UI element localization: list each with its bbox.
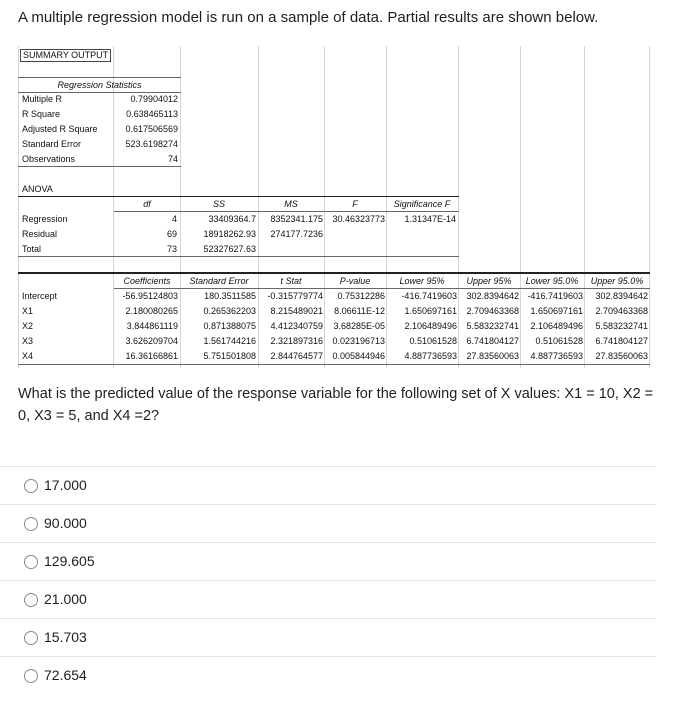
summary-title: SUMMARY OUTPUT [20,49,111,62]
anova-cell: 30.46323773 [332,214,385,224]
coef-row-label: X2 [22,321,34,331]
regstat-value: 74 [167,154,178,164]
answer-option[interactable] [0,656,656,694]
coef-cell: 1.561744216 [203,336,256,346]
question-intro: A multiple regression model is run on a sample of data. Partial results are shown below. [18,9,599,26]
coef-cell: 5.583232741 [466,321,519,331]
anova-cell: 4 [171,214,177,224]
anova-cell: 73 [166,244,177,254]
coef-cell: 4.887736593 [404,351,457,361]
radio-button[interactable] [24,517,38,531]
anova-row-label: Residual [22,229,58,239]
regstat-label: Adjusted R Square [22,124,98,134]
coef-cell: 8.215489021 [270,306,323,316]
radio-button[interactable] [24,631,38,645]
coef-cell: -416.7419603 [401,291,457,301]
coef-row-label: X3 [22,336,34,346]
anova-header-sigf: Significance F [393,199,451,209]
regstat-label: Observations [22,154,76,164]
anova-row-label: Total [22,244,42,254]
question-text: What is the predicted value of the response variable for the following set of X values: X1 = 10, X2 = 0, X3 = 5, and X4 =2? [18,386,654,424]
coef-cell: 0.51061528 [409,336,457,346]
coef-cell: 4.412340759 [270,321,323,331]
coef-cell: 180.3511585 [204,291,256,301]
answer-label: 72.654 [44,667,87,683]
answer-option[interactable] [0,466,656,504]
coef-row-label: Intercept [22,291,58,301]
coef-cell: 2.180080265 [125,306,178,316]
coef-cell: -56.95124803 [122,291,178,301]
coef-cell: 1.650697161 [530,306,583,316]
coef-cell: 2.709463368 [466,306,519,316]
coef-cell: 302.8394642 [466,291,519,301]
answer-label: 21.000 [44,591,87,607]
anova-header-df: df [143,199,151,209]
coef-cell: 5.583232741 [595,321,648,331]
anova-header-ss: SS [212,199,225,209]
anova-cell: 69 [166,229,177,239]
coef-cell: 1.650697161 [404,306,457,316]
coef-cell: 302.8394642 [595,291,648,301]
answer-label: 15.703 [44,629,87,645]
radio-button[interactable] [24,555,38,569]
coef-cell: 0.265362203 [203,306,256,316]
regstat-value: 0.638465113 [126,109,178,119]
anova-cell: 18918262.93 [203,229,256,239]
coef-cell: 2.709463368 [595,306,648,316]
coef-cell: 2.321897316 [270,336,323,346]
anova-cell: 274177.7236 [270,229,323,239]
anova-cell: 33409364.7 [208,214,256,224]
radio-button[interactable] [24,479,38,493]
anova-cell: 52327627.63 [203,244,256,254]
coef-row-label: X4 [22,351,34,361]
regstat-value: 0.617506569 [125,124,178,134]
coef-header: Upper 95% [466,276,512,286]
coef-cell: 0.871388075 [203,321,256,331]
coef-cell: 5.751501808 [203,351,256,361]
coef-header: Lower 95.0% [525,276,579,286]
coef-cell: 0.75312286 [337,291,385,301]
regstat-label: Multiple R [22,94,63,104]
radio-button[interactable] [24,669,38,683]
answer-label: 17.000 [44,477,87,493]
coef-cell: 27.83560063 [595,351,648,361]
coef-cell: 0.023196713 [332,336,385,346]
coef-header: Lower 95% [399,276,445,286]
excel-output-image [18,46,650,368]
answer-option[interactable] [0,542,656,580]
coef-cell: 6.741804127 [466,336,519,346]
regression-statistics-header: Regression Statistics [57,80,142,90]
coef-header: t Stat [280,276,302,286]
coef-cell: 16.36166861 [125,351,178,361]
coef-cell: 6.741804127 [595,336,648,346]
anova-header-ms: MS [284,199,298,209]
coef-cell: 4.887736593 [530,351,583,361]
coef-header: P-value [339,276,371,286]
regstat-label: R Square [22,109,61,119]
coef-cell: 3.68285E-05 [333,321,385,331]
coef-cell: 0.005844946 [332,351,385,361]
coef-header: Standard Error [189,276,249,286]
answer-label: 90.000 [44,515,87,531]
coef-header: Upper 95.0% [590,276,644,286]
coef-cell: 0.51061528 [535,336,583,346]
regstat-value: 523.6198274 [125,139,178,149]
anova-row-label: Regression [22,214,68,224]
coef-cell: -0.315779774 [267,291,323,301]
regstat-label: Standard Error [22,139,82,149]
answer-option[interactable] [0,580,656,618]
coef-header: Coefficients [123,276,171,286]
coef-cell: 3.844861119 [126,321,178,331]
anova-cell: 1.31347E-14 [404,214,456,224]
anova-title: ANOVA [22,184,53,194]
answer-label: 129.605 [44,553,95,569]
coef-cell: -416.7419603 [527,291,583,301]
coef-row-label: X1 [22,306,34,316]
anova-header-f: F [352,199,358,209]
coef-cell: 2.844764577 [270,351,323,361]
coef-cell: 3.626209704 [125,336,178,346]
coef-cell: 2.106489496 [404,321,457,331]
coef-cell: 8.06611E-12 [334,306,385,316]
coef-cell: 2.106489496 [530,321,583,331]
radio-button[interactable] [24,593,38,607]
answer-option[interactable] [0,618,656,656]
anova-cell: 8352341.175 [270,214,323,224]
coef-cell: 27.83560063 [466,351,519,361]
regstat-value: 0.79904012 [130,94,178,104]
answer-option[interactable] [0,504,656,542]
